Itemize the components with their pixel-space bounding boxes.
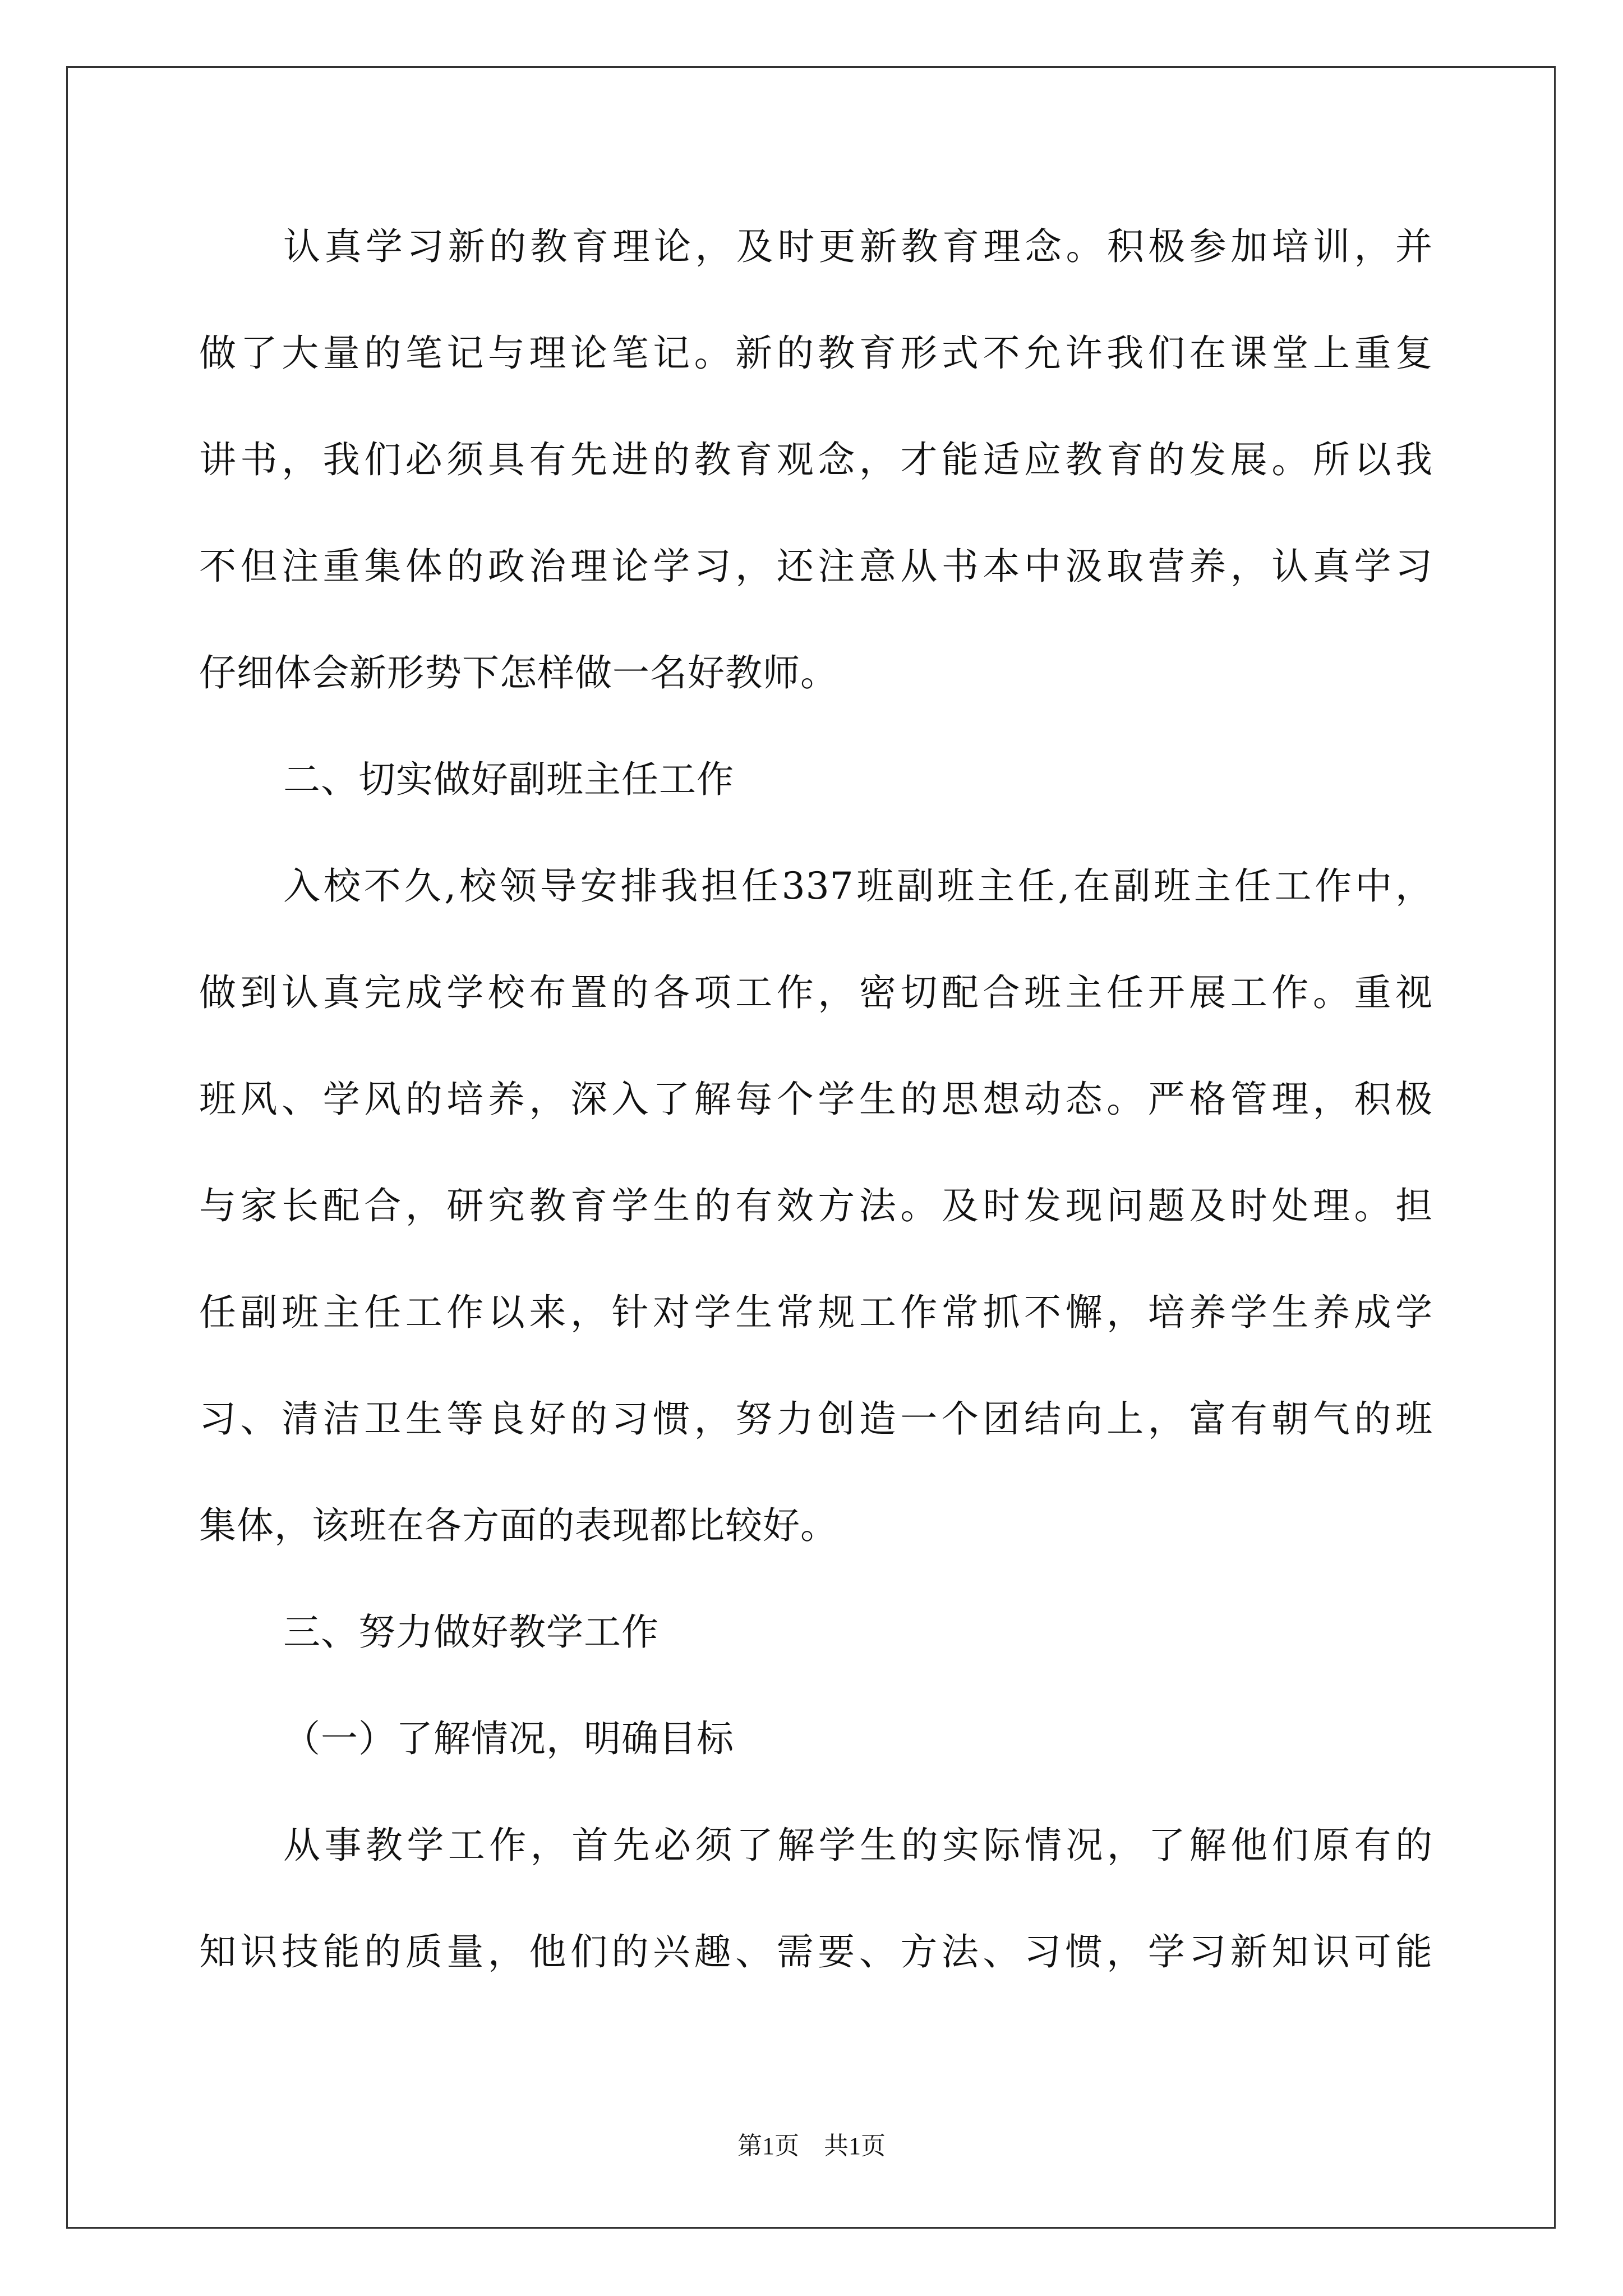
paragraph-1-line-2: 做了大量的笔记与理论笔记。新的教育形式不允许我们在课堂上重复 <box>199 332 1433 375</box>
paragraph-3-line-5: 任副班主任工作以来，针对学生常规工作常抓不懈，培养学生养成学 <box>199 1291 1433 1334</box>
paragraph-3-line-6: 习、清洁卫生等良好的习惯，努力创造一个团结向上，富有朝气的班 <box>199 1397 1433 1441</box>
paragraph-3-line-2: 做到认真完成学校布置的各项工作，密切配合班主任开展工作。重视 <box>199 971 1433 1014</box>
paragraph-3-line-4: 与家长配合，研究教育学生的有效方法。及时发现问题及时处理。担 <box>199 1184 1433 1227</box>
paragraph-1-line-4: 不但注重集体的政治理论学习，还注意从书本中汲取营养，认真学习 <box>199 545 1433 588</box>
paragraph-6-line-1: 从事教学工作，首先必须了解学生的实际情况，了解他们原有的 <box>283 1824 1433 1867</box>
page-number-footer: 第1页 共1页 <box>737 2132 886 2160</box>
section-heading-3: 三、努力做好教学工作 <box>283 1611 659 1654</box>
section-heading-2: 二、切实做好副班主任工作 <box>283 758 734 801</box>
paragraph-1-line-3: 讲书，我们必须具有先进的教育观念，才能适应教育的发展。所以我 <box>199 438 1433 481</box>
paragraph-3-line-1: 入校不久,校领导安排我担任337班副班主任,在副班主任工作中， <box>283 864 1433 908</box>
paragraph-1-line-1: 认真学习新的教育理论，及时更新教育理念。积极参加培训，并 <box>283 225 1433 268</box>
paragraph-6-line-2: 知识技能的质量，他们的兴趣、需要、方法、习惯，学习新知识可能 <box>199 1930 1433 1973</box>
paragraph-3-line-7: 集体，该班在各方面的表现都比较好。 <box>199 1504 838 1547</box>
paragraph-3-line-3: 班风、学风的培养，深入了解每个学生的思想动态。严格管理，积极 <box>199 1078 1433 1121</box>
paragraph-1-line-5: 仔细体会新形势下怎样做一名好教师。 <box>199 651 838 694</box>
page-border <box>66 66 1556 2229</box>
subsection-heading-1: （一）了解情况，明确目标 <box>283 1717 734 1760</box>
